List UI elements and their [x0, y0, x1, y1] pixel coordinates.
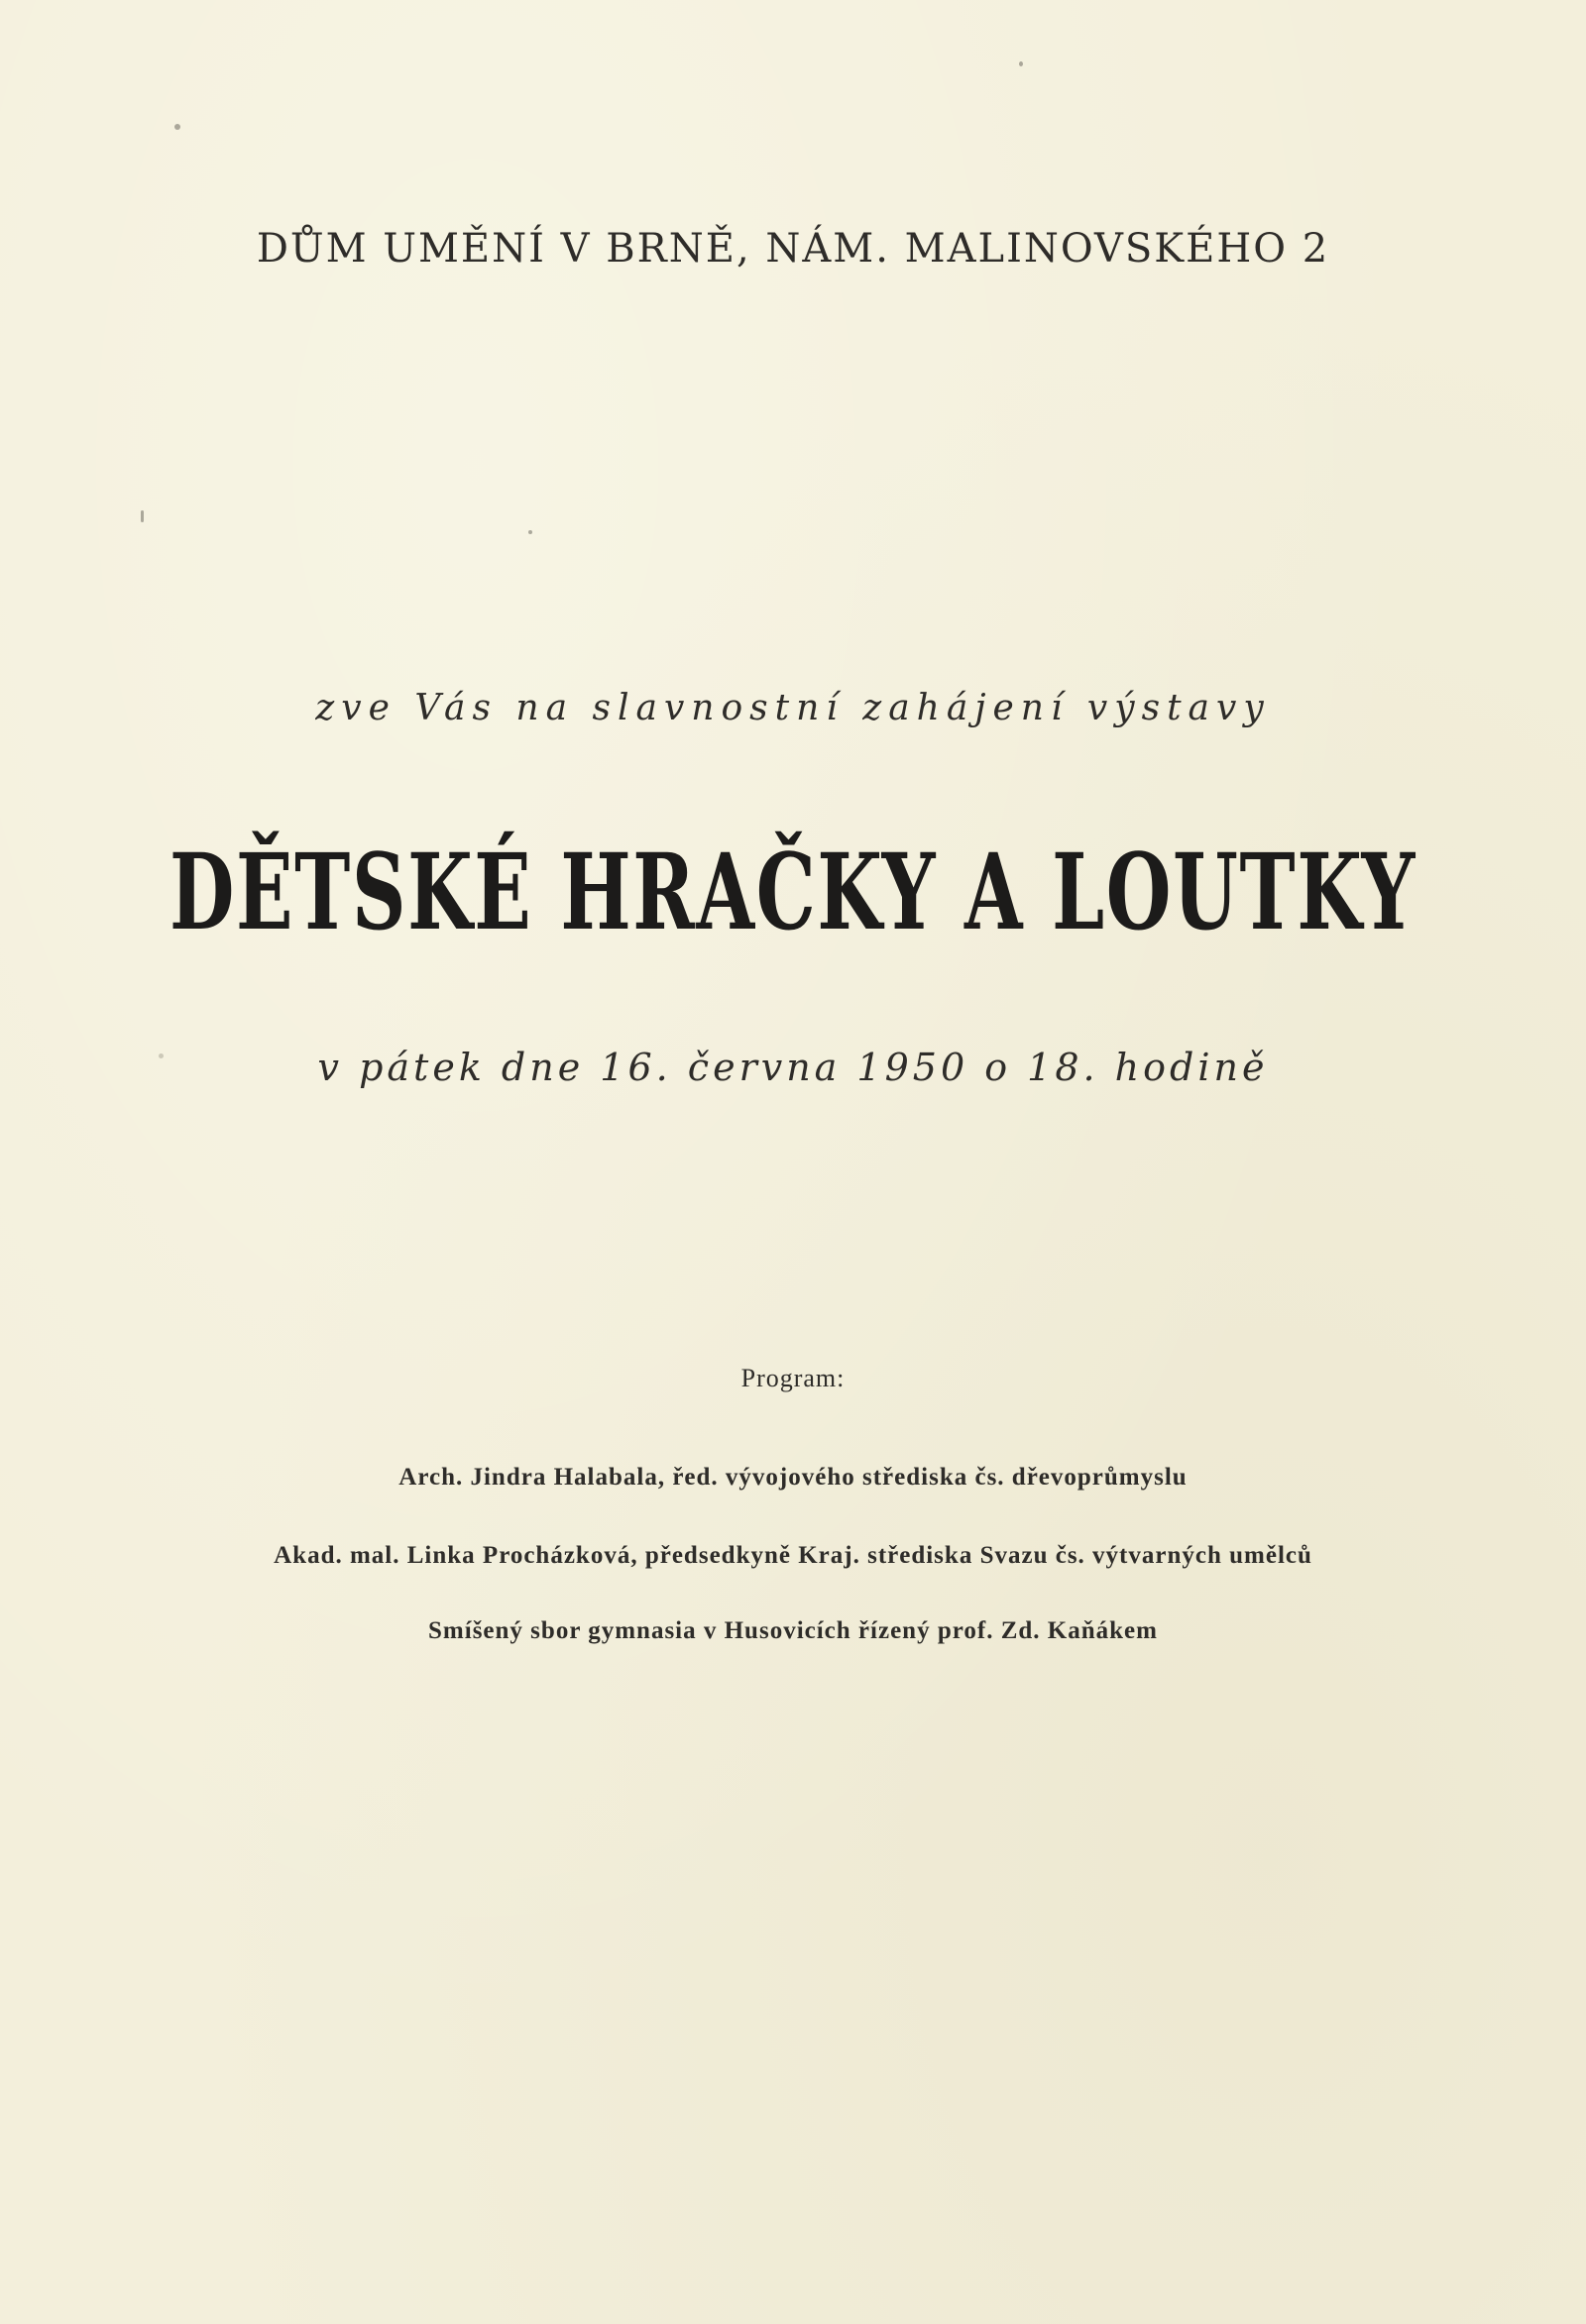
- program-item: Akad. mal. Linka Procházková, předsedkyně Kraj. střediska Svazu čs. výtvarných umělců: [274, 1542, 1312, 1569]
- opening-date: v pátek dne 16. června 1950 o 18. hodině: [317, 1046, 1269, 1089]
- paper-speck: [141, 510, 144, 522]
- invitation-text: zve Vás na slavnostní zahájení výstavy: [315, 688, 1271, 728]
- paper-speck: [528, 530, 532, 534]
- program-item: Arch. Jindra Halabala, řed. vývojového střediska čs. dřevoprůmyslu: [398, 1464, 1188, 1491]
- venue-address: DŮM UMĚNÍ V BRNĚ, NÁM. MALINOVSKÉHO 2: [256, 226, 1330, 272]
- program-heading: Program:: [740, 1364, 846, 1392]
- exhibition-title: DĚTSKÉ HRAČKY A LOUTKY: [169, 830, 1417, 954]
- paper-speck: [174, 124, 180, 130]
- program-item: Smíšený sbor gymnasia v Husovicích řízený prof. Zd. Kaňákem: [428, 1617, 1158, 1644]
- paper-speck: [1019, 61, 1023, 66]
